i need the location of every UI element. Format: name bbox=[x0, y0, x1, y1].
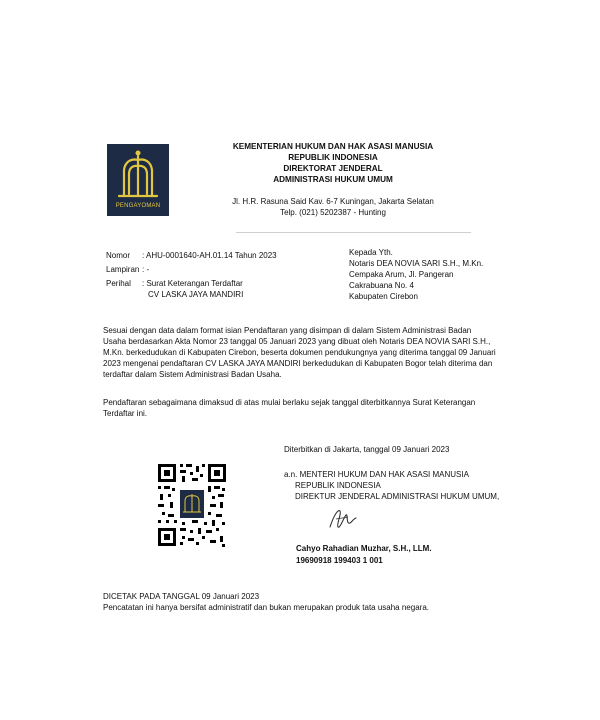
nomor-label: Nomor bbox=[106, 251, 131, 260]
an-minister-line: a.n. MENTERI HUKUM DAN HAK ASASI MANUSIA bbox=[284, 470, 469, 479]
recipient-line-1: Kepada Yth. bbox=[349, 248, 393, 257]
printed-date: DICETAK PADA TANGGAL 09 Januari 2023 bbox=[103, 592, 260, 601]
lampiran-value: : - bbox=[142, 265, 150, 274]
header-line-1: KEMENTERIAN HUKUM DAN HAK ASASI MANUSIA bbox=[232, 142, 434, 151]
lampiran-label: Lampiran bbox=[106, 265, 140, 274]
signature-icon bbox=[326, 505, 360, 533]
body-para2-line-2: Terdaftar ini. bbox=[103, 409, 148, 418]
dirjen-line: DIREKTUR JENDERAL ADMINISTRASI HUKUM UMUM, bbox=[295, 492, 500, 501]
header-divider bbox=[236, 232, 471, 233]
perihal-value-2: CV LASKA JAYA MANDIRI bbox=[148, 290, 244, 299]
header-line-3: DIREKTORAT JENDERAL bbox=[283, 164, 383, 173]
signer-nip: 19690918 199403 1 001 bbox=[296, 556, 383, 565]
body-para1-line-1: Sesuai dengan data dalam format isian Pendaftaran yang disimpan di dalam Sistem Administrasi Badan bbox=[103, 326, 472, 335]
footer-note: Pencatatan ini hanya bersifat administratif dan bukan merupakan produk tata usaha negara. bbox=[103, 603, 429, 612]
issued-line: Diterbitkan di Jakarta, tanggal 09 Januari 2023 bbox=[284, 445, 450, 454]
body-para1-line-5: terdaftar dalam Sistem Administrasi Badan Usaha. bbox=[103, 370, 282, 379]
republik-line: REPUBLIK INDONESIA bbox=[295, 481, 381, 490]
header-phone: Telp. (021) 5202387 - Hunting bbox=[280, 208, 386, 217]
recipient-line-4: Cakrabuana No. 4 bbox=[349, 281, 414, 290]
body-para1-line-3: M.Kn. berkedudukan di Kabupaten Cirebon, beserta dokumen pendukungnya yang diterima tanggal 09 Januari bbox=[103, 348, 496, 357]
pengayoman-logo bbox=[107, 144, 169, 216]
header-address: Jl. H.R. Rasuna Said Kav. 6-7 Kuningan, Jakarta Selatan bbox=[232, 197, 434, 206]
header-line-4: ADMINISTRASI HUKUM UMUM bbox=[273, 175, 393, 184]
perihal-value-1: : Surat Keterangan Terdaftar bbox=[142, 279, 243, 288]
header-line-2: REPUBLIK INDONESIA bbox=[288, 153, 378, 162]
recipient-line-5: Kabupaten Cirebon bbox=[349, 292, 418, 301]
logo-caption: PENGAYOMAN bbox=[115, 203, 161, 209]
body-para2-line-1: Pendaftaran sebagaimana dimaksud di atas mulai berlaku sejak tanggal diterbitkannya Surat Keterangan bbox=[103, 398, 476, 407]
recipient-line-3: Cempaka Arum, Jl. Pangeran bbox=[349, 270, 454, 279]
recipient-line-2: Notaris DEA NOVIA SARI S.H., M.Kn. bbox=[349, 259, 484, 268]
perihal-label: Perihal bbox=[106, 279, 131, 288]
body-para1-line-4: 2023 mengenai pendaftaran CV LASKA JAYA MANDIRI berkedudukan di Kabupaten Bogor telah diterima dan bbox=[103, 359, 493, 368]
qr-code bbox=[156, 462, 228, 548]
nomor-value: : AHU-0001640-AH.01.14 Tahun 2023 bbox=[142, 251, 277, 260]
signer-name: Cahyo Rahadian Muzhar, S.H., LLM. bbox=[296, 544, 432, 553]
body-para1-line-2: Usaha berdasarkan Akta Nomor 23 tanggal 05 Januari 2023 yang dibuat oleh Notaris DEA NOVIA SARI S.H., bbox=[103, 337, 491, 346]
